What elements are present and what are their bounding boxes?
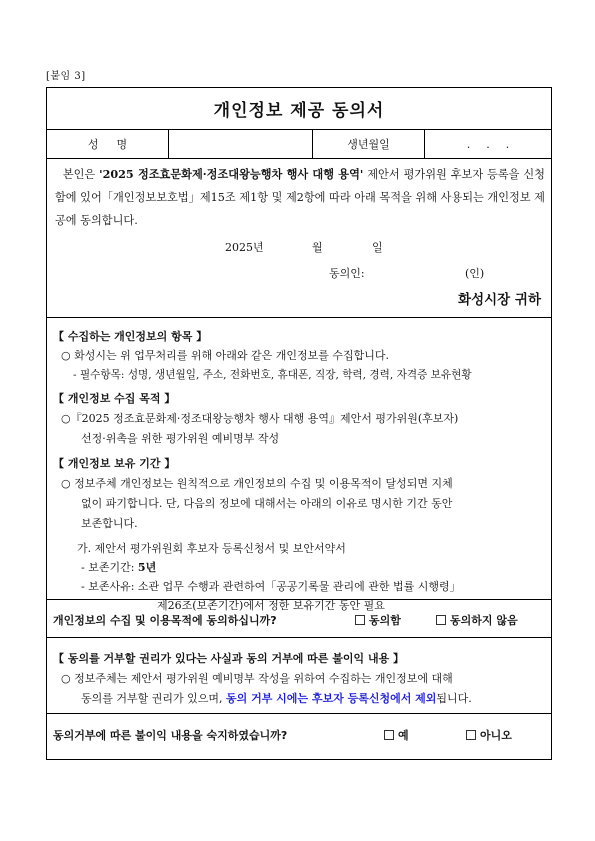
date-day: 일 <box>372 241 383 254</box>
retention-value: 5년 <box>137 561 157 574</box>
yes-checkbox[interactable] <box>384 727 409 743</box>
refusal-heading: 【 동의를 거부할 권리가 있다는 사실과 동의 거부에 따른 불이익 내용 】 <box>53 652 405 665</box>
consent-question-row <box>47 600 551 638</box>
checkbox-icon <box>355 615 365 625</box>
period-line-3: 보존합니다. <box>81 517 138 530</box>
purpose-heading: 【 개인정보 수집 목적 】 <box>53 392 176 405</box>
consent-form <box>46 87 552 760</box>
purpose-line-1: ○『2025 정조효문화제·정조대왕능행차 행사 대행 용역』제안서 평가위원(후보자) <box>61 412 459 425</box>
yes-label: 예 <box>398 729 409 742</box>
refusal-prefix: 동의를 거부할 권리가 있으며, <box>81 692 226 705</box>
refusal-suffix: 됩니다. <box>436 692 472 705</box>
refusal-line-1: ○ 정보주체는 제안서 평가위원 예비명부 작성을 위하여 수집하는 개인정보에 대해 <box>61 672 453 685</box>
retention-label: - 보존기간: <box>81 561 138 574</box>
addressee: 화성시장 귀하 <box>458 292 541 308</box>
checkbox-icon <box>466 730 476 740</box>
items-line-2: - 필수항목: 성명, 생년월일, 주소, 전화번호, 휴대폰, 직장, 학력, 경력, 자격증 보유현황 <box>73 369 472 381</box>
disagree-label: 동의하지 않음 <box>450 614 518 627</box>
period-subitem: 가. 제안서 평가위원회 후보자 등록신청서 및 보안서약서 <box>77 542 346 555</box>
date-month: 월 <box>312 241 323 254</box>
dob-label: 생년월일 <box>313 130 425 158</box>
statement-paragraph <box>55 163 545 232</box>
acknowledge-question: 동의거부에 따른 불이익 내용을 숙지하였습니까? <box>53 729 288 742</box>
refusal-line-2 <box>81 690 472 706</box>
seal-mark: (인) <box>465 267 485 280</box>
reason-line-1: - 보존사유: 소관 업무 수행과 관련하여「공공기록물 관리에 관한 법률 시행령」 <box>81 580 461 593</box>
checkbox-icon <box>384 730 394 740</box>
consent-statement <box>47 159 551 318</box>
no-label: 아니오 <box>480 729 512 742</box>
statement-suffix: 제안서 평가위원 후보자 등록을 신청함에 있어「개인정보보호법」제15조 제1항 및 제2항에 따라 아래 목적을 위해 사용되는 개인정보 제공에 동의합니다. <box>55 168 545 227</box>
collection-details <box>47 318 551 612</box>
disagree-checkbox[interactable] <box>436 612 518 628</box>
form-title: 개인정보 제공 동의서 <box>47 88 551 130</box>
period-line-1: ○ 정보주체 개인정보는 원칙적으로 개인정보의 수집 및 이용목적이 달성되면 지체 <box>61 477 453 490</box>
consent-question: 개인정보의 수집 및 이용목적에 동의하십니까? <box>53 614 277 627</box>
period-heading: 【 개인정보 보유 기간 】 <box>53 457 176 470</box>
dob-field[interactable]: ... <box>466 137 526 151</box>
period-line-2: 없이 파기합니다. 단, 다음의 정보에 대해서는 아래의 이유로 명시한 기간 동안 <box>81 497 453 510</box>
purpose-line-2: 선정·위촉을 위한 평가위원 예비명부 작성 <box>81 432 280 445</box>
refusal-rights <box>47 638 551 714</box>
checkbox-icon <box>436 615 446 625</box>
refusal-emphasis: 동의 거부 시에는 후보자 등록신청에서 제외 <box>226 692 437 705</box>
no-checkbox[interactable] <box>466 727 512 743</box>
date-year: 2025년 <box>225 241 264 254</box>
agree-checkbox[interactable] <box>355 612 401 628</box>
items-heading: 【 수집하는 개인정보의 항목 】 <box>53 330 208 343</box>
retention-period <box>81 559 156 575</box>
consenter-label: 동의인: <box>329 267 365 280</box>
items-line-1: ○ 화성시는 위 업무처리를 위해 아래와 같은 개인정보를 수집합니다. <box>61 349 389 362</box>
project-name: '2025 정조효문화제·정조대왕능행차 행사 대행 용역' <box>99 167 364 181</box>
reason-line-2: 제26조(보존기간)에서 정한 보유기간 동안 필요 <box>157 599 385 612</box>
statement-prefix: 본인은 <box>62 168 100 181</box>
name-label: 성명 <box>47 130 169 158</box>
name-field[interactable] <box>169 130 313 158</box>
agree-label: 동의함 <box>369 614 401 627</box>
acknowledge-question-row <box>47 714 551 759</box>
applicant-info-row <box>47 130 551 159</box>
attachment-label: [붙임 3] <box>46 71 86 82</box>
